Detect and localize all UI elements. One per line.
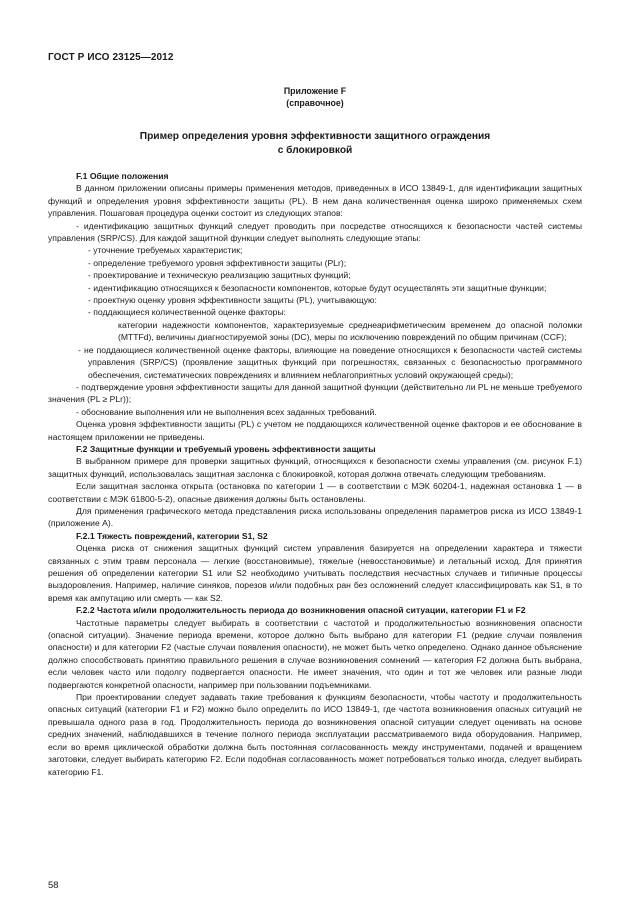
- paragraph: Для применения графического метода представления риска использованы определения параметров риска из ИСО 13849-1 (приложение А).: [48, 505, 582, 529]
- paragraph: - проектную оценку уровня эффективности защиты (PL), учитывающую:: [88, 295, 377, 306]
- paragraph: Частотные параметры следует выбирать в соответствии с частотой и продолжительностью возникновения опасности (опасной ситуации). Значение периода времени, которое должно быть выбрано для категории F1 (редкие случаи появления опасности) и для категории F2 (частые случаи появления опасности), не может быть четко определено. Однако данное объяснение должно способствовать принятию правильного решения в случае возникновения сомнений — категория F2 должна быть выбрана, если человек часто или подолгу подвергается опасности. Не имеет значения, что один и тот же человек или разные люди подвергаются конкретной опасности, например при пользовании подъемниками.: [48, 617, 582, 690]
- paragraph: - определение требуемого уровня эффективности защиты (PLr);: [88, 257, 347, 268]
- paragraph: При проектировании следует задавать такие требования к функциям безопасности, чтобы частоту и продолжительность опасных ситуаций (категории F1 и F2) можно было определить по ИСО 13849-1, где частота возникновения опасных ситуаций не превышала одного раза в год. Продолжительность периода до возникновения опасной ситуации следует оценивать на основе средних значений, наблюдавшихся в течение полного периода эксплуатации рассматриваемого вида оборудования. Например, если во время циклической обработки должна быть постоянная согласованность между инструментами, подачей и вращением заготовки, следует выбирать категорию F2. Если подобная согласованность может потребоваться только иногда, следует выбирать категорию F1.: [48, 692, 582, 777]
- paragraph: - идентификацию защитных функций следует проводить при посредстве относящихся к безопасности частей системы управления (SRP/CS). Для каждой защитной функции следует выполнять следующие этапы:: [48, 220, 582, 244]
- title-line-1: Пример определения уровня эффективности защитного ограждения: [139, 131, 491, 142]
- paragraph: Если защитная заслонка открыта (остановка по категории 1 — в соответствии с МЭК 60204-1, надежная остановка 1 — в соответствии с МЭК 61800-5-2), опасные движения должны быть остановлены.: [48, 481, 582, 504]
- title-line-2: с блокировкой: [277, 145, 353, 156]
- section-heading: F.2.2 Частота и/или продолжительность периода до возникновения опасной ситуации, категории F1 и F2: [76, 605, 526, 616]
- paragraph: Оценка риска от снижения защитных функций систем управления базируется на определении характера и тяжести связанных с этим травм персонала — легкие (восстановимые), тяжелые (невосстановимые) и летальный исход. Для принятия решения об определении категории S1 или S2 необходимо учитывать последствия несчастных случаев и типичные процессы выздоровления. Например, наличие синяков, порезов и/или подобных ран без осложнений следует классифицировать как S1, в то время как ампутацию или смерть — как S2.: [48, 543, 582, 603]
- paragraph: - не поддающиеся количественной оценке факторы, влияющие на поведение относящихся к безопасности частей системы управления (SRP/CS) (проявление защитных функций при погрешностях, связанных с безопасностью программного обеспечения, систематических повреждениях и влиянием неблагоприятных условий окружающей среды);: [78, 344, 582, 380]
- section-heading: F.2 Защитные функции и требуемый уровень эффективности защиты: [76, 443, 376, 454]
- paragraph: Оценка уровня эффективности защиты (PL) с учетом не поддающихся количественной оценке факторов и ее обоснование в настоящем приложении не приведены.: [48, 419, 582, 442]
- section-heading: F.1 Общие положения: [76, 171, 169, 181]
- appendix-heading: [0, 85, 630, 109]
- appendix-title: [0, 130, 630, 158]
- paragraph: - идентификацию относящихся к безопасности компонентов, которые будут осуществлять эти защитные функции;: [88, 282, 547, 293]
- body-text: [48, 170, 582, 778]
- paragraph: категории надежности компонентов, характеризуемые среднеарифметическим временем до опасной поломки (MTTFd), величины диагностируемой зоны (DC), меры по исключению повреждений по общим причинам (CCF);: [118, 319, 582, 343]
- section-heading: F.2.1 Тяжесть повреждений, категории S1, S2: [76, 530, 268, 541]
- appendix-note: (справочное): [286, 98, 344, 108]
- appendix-label: Приложение F: [283, 86, 347, 96]
- paragraph: - поддающиеся количественной оценке факторы:: [88, 307, 287, 318]
- paragraph: - обоснование выполнения или не выполнения всех заданных требований.: [76, 406, 377, 417]
- paragraph: В данном приложении описаны примеры применения методов, приведенных в ИСО 13849-1, для идентификации защитных функций и определения уровня эффективности защиты (PL). В нем дана количественная оценка широко применяемых схем управления. Пошаговая процедура оценки состоит из следующих этапов:: [48, 183, 582, 219]
- paragraph: - уточнение требуемых характеристик;: [88, 245, 243, 256]
- paragraph: В выбранном примере для проверки защитных функций, относящихся к безопасности схемы управления (см. рисунок F.1) защитных функций, использовалась защитная заслонка с блокировкой, которая должна отвечать следующим требованиям.: [48, 456, 582, 479]
- paragraph: - проектирование и техническую реализацию защитных функций;: [88, 270, 351, 281]
- page-number: 58: [48, 880, 59, 891]
- standard-header: ГОСТ Р ИСО 23125—2012: [48, 52, 174, 63]
- paragraph: - подтверждение уровня эффективности защиты для данной защитной функции (действительно ли PL не меньше требуемого значения (PL ≥ PLr));: [48, 381, 582, 405]
